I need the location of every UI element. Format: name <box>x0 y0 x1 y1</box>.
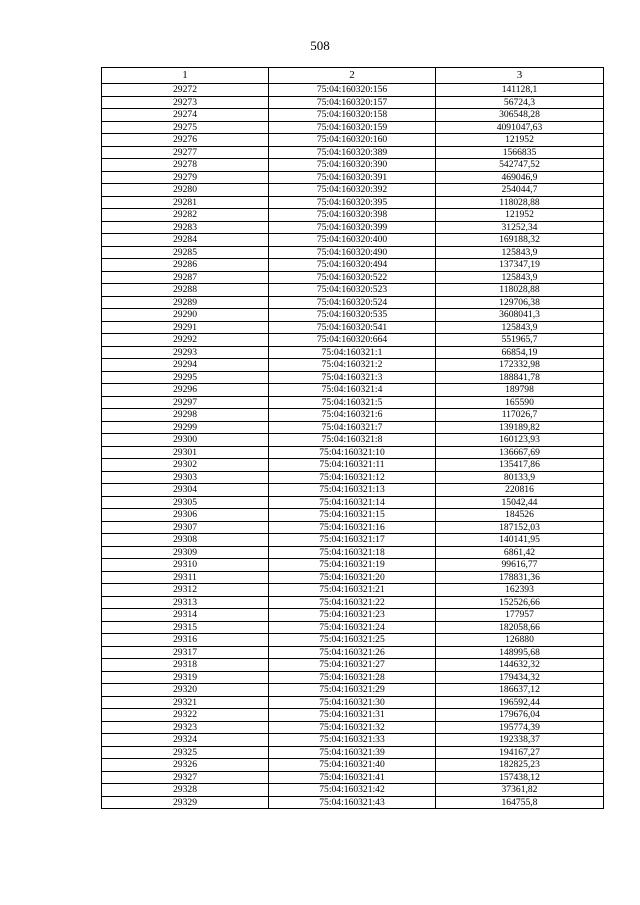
cadastral-id-cell: 75:04:160320:524 <box>269 296 436 309</box>
cadastral-id-cell: 75:04:160320:490 <box>269 246 436 259</box>
table-row <box>102 109 604 122</box>
row-number-cell: 29279 <box>102 171 269 184</box>
row-number-cell: 29320 <box>102 684 269 697</box>
table-row <box>102 159 604 172</box>
value-cell: 144632,32 <box>436 659 604 672</box>
table-row <box>102 784 604 797</box>
cadastral-id-cell: 75:04:160321:16 <box>269 521 436 534</box>
value-cell: 192338,37 <box>436 734 604 747</box>
cadastral-id-cell: 75:04:160321:25 <box>269 634 436 647</box>
table-row <box>102 571 604 584</box>
value-cell: 178831,36 <box>436 571 604 584</box>
value-cell: 121952 <box>436 134 604 147</box>
row-number-cell: 29276 <box>102 134 269 147</box>
value-cell: 162393 <box>436 584 604 597</box>
row-number-cell: 29305 <box>102 496 269 509</box>
cadastral-table <box>101 67 604 809</box>
row-number-cell: 29324 <box>102 734 269 747</box>
row-number-cell: 29321 <box>102 696 269 709</box>
row-number-cell: 29299 <box>102 421 269 434</box>
table-row <box>102 634 604 647</box>
value-cell: 220816 <box>436 484 604 497</box>
table-row <box>102 546 604 559</box>
cadastral-id-cell: 75:04:160320:395 <box>269 196 436 209</box>
value-cell: 186637,12 <box>436 684 604 697</box>
cadastral-id-cell: 75:04:160321:22 <box>269 596 436 609</box>
row-number-cell: 29317 <box>102 646 269 659</box>
value-cell: 80133,9 <box>436 471 604 484</box>
table-row <box>102 471 604 484</box>
table-row <box>102 759 604 772</box>
value-cell: 196592,44 <box>436 696 604 709</box>
cadastral-id-cell: 75:04:160321:42 <box>269 784 436 797</box>
cadastral-id-cell: 75:04:160321:39 <box>269 746 436 759</box>
table-row <box>102 309 604 322</box>
table-row <box>102 696 604 709</box>
cadastral-id-cell: 75:04:160321:43 <box>269 796 436 809</box>
value-cell: 126880 <box>436 634 604 647</box>
table-row <box>102 534 604 547</box>
value-cell: 31252,34 <box>436 221 604 234</box>
value-cell: 15042,44 <box>436 496 604 509</box>
table-row <box>102 296 604 309</box>
table-row <box>102 346 604 359</box>
row-number-cell: 29277 <box>102 146 269 159</box>
row-number-cell: 29301 <box>102 446 269 459</box>
cadastral-id-cell: 75:04:160321:14 <box>269 496 436 509</box>
value-cell: 187152,03 <box>436 521 604 534</box>
table-row <box>102 646 604 659</box>
table-row <box>102 259 604 272</box>
row-number-cell: 29291 <box>102 321 269 334</box>
cadastral-id-cell: 75:04:160320:390 <box>269 159 436 172</box>
table-row <box>102 584 604 597</box>
cadastral-id-cell: 75:04:160320:389 <box>269 146 436 159</box>
cadastral-id-cell: 75:04:160321:10 <box>269 446 436 459</box>
row-number-cell: 29294 <box>102 359 269 372</box>
cadastral-id-cell: 75:04:160321:32 <box>269 721 436 734</box>
value-cell: 152526,66 <box>436 596 604 609</box>
row-number-cell: 29314 <box>102 609 269 622</box>
value-cell: 136667,69 <box>436 446 604 459</box>
value-cell: 139189,82 <box>436 421 604 434</box>
table-row <box>102 771 604 784</box>
cadastral-id-cell: 75:04:160320:400 <box>269 234 436 247</box>
table-row <box>102 359 604 372</box>
value-cell: 182825,23 <box>436 759 604 772</box>
row-number-cell: 29274 <box>102 109 269 122</box>
value-cell: 157438,12 <box>436 771 604 784</box>
row-number-cell: 29300 <box>102 434 269 447</box>
row-number-cell: 29286 <box>102 259 269 272</box>
cadastral-id-cell: 75:04:160321:2 <box>269 359 436 372</box>
row-number-cell: 29313 <box>102 596 269 609</box>
table-row <box>102 196 604 209</box>
table-row <box>102 509 604 522</box>
row-number-cell: 29303 <box>102 471 269 484</box>
table-row <box>102 234 604 247</box>
table-row <box>102 321 604 334</box>
cadastral-id-cell: 75:04:160320:156 <box>269 84 436 97</box>
table-header-row <box>102 68 604 84</box>
table-row <box>102 446 604 459</box>
table-row <box>102 796 604 809</box>
value-cell: 121952 <box>436 209 604 222</box>
table-row <box>102 209 604 222</box>
value-cell: 306548,28 <box>436 109 604 122</box>
table-row <box>102 496 604 509</box>
row-number-cell: 29296 <box>102 384 269 397</box>
table-row <box>102 221 604 234</box>
value-cell: 182058,66 <box>436 621 604 634</box>
value-cell: 179676,04 <box>436 709 604 722</box>
row-number-cell: 29278 <box>102 159 269 172</box>
row-number-cell: 29316 <box>102 634 269 647</box>
cadastral-id-cell: 75:04:160321:41 <box>269 771 436 784</box>
table-row <box>102 684 604 697</box>
table-row <box>102 659 604 672</box>
table-row <box>102 271 604 284</box>
table-row <box>102 284 604 297</box>
row-number-cell: 29325 <box>102 746 269 759</box>
cadastral-id-cell: 75:04:160320:159 <box>269 121 436 134</box>
table-row <box>102 84 604 97</box>
row-number-cell: 29285 <box>102 246 269 259</box>
row-number-cell: 29304 <box>102 484 269 497</box>
table-row <box>102 384 604 397</box>
column-header-number: 1 <box>102 68 269 84</box>
table-row <box>102 171 604 184</box>
cadastral-id-cell: 75:04:160321:12 <box>269 471 436 484</box>
value-cell: 118028,88 <box>436 284 604 297</box>
value-cell: 172332,98 <box>436 359 604 372</box>
cadastral-id-cell: 75:04:160321:6 <box>269 409 436 422</box>
table-row <box>102 559 604 572</box>
value-cell: 3608041,3 <box>436 309 604 322</box>
value-cell: 140141,95 <box>436 534 604 547</box>
table-row <box>102 484 604 497</box>
cadastral-id-cell: 75:04:160320:664 <box>269 334 436 347</box>
table-row <box>102 746 604 759</box>
table-row <box>102 134 604 147</box>
value-cell: 125843,9 <box>436 271 604 284</box>
table-row <box>102 434 604 447</box>
table-row <box>102 734 604 747</box>
cadastral-id-cell: 75:04:160320:399 <box>269 221 436 234</box>
row-number-cell: 29323 <box>102 721 269 734</box>
value-cell: 184526 <box>436 509 604 522</box>
cadastral-id-cell: 75:04:160321:17 <box>269 534 436 547</box>
row-number-cell: 29307 <box>102 521 269 534</box>
cadastral-id-cell: 75:04:160320:392 <box>269 184 436 197</box>
row-number-cell: 29290 <box>102 309 269 322</box>
value-cell: 56724,3 <box>436 96 604 109</box>
table-row <box>102 459 604 472</box>
row-number-cell: 29322 <box>102 709 269 722</box>
cadastral-id-cell: 75:04:160321:15 <box>269 509 436 522</box>
value-cell: 125843,9 <box>436 246 604 259</box>
value-cell: 129706,38 <box>436 296 604 309</box>
cadastral-id-cell: 75:04:160321:8 <box>269 434 436 447</box>
table-row <box>102 371 604 384</box>
row-number-cell: 29297 <box>102 396 269 409</box>
cadastral-id-cell: 75:04:160321:13 <box>269 484 436 497</box>
row-number-cell: 29306 <box>102 509 269 522</box>
row-number-cell: 29272 <box>102 84 269 97</box>
table-row <box>102 421 604 434</box>
table-row <box>102 96 604 109</box>
value-cell: 4091047,63 <box>436 121 604 134</box>
row-number-cell: 29289 <box>102 296 269 309</box>
value-cell: 118028,88 <box>436 196 604 209</box>
cadastral-id-cell: 75:04:160321:23 <box>269 609 436 622</box>
row-number-cell: 29292 <box>102 334 269 347</box>
row-number-cell: 29329 <box>102 796 269 809</box>
cadastral-id-cell: 75:04:160321:1 <box>269 346 436 359</box>
value-cell: 160123,93 <box>436 434 604 447</box>
row-number-cell: 29298 <box>102 409 269 422</box>
value-cell: 177957 <box>436 609 604 622</box>
row-number-cell: 29275 <box>102 121 269 134</box>
value-cell: 99616,77 <box>436 559 604 572</box>
value-cell: 141128,1 <box>436 84 604 97</box>
cadastral-id-cell: 75:04:160321:26 <box>269 646 436 659</box>
row-number-cell: 29302 <box>102 459 269 472</box>
table-row <box>102 121 604 134</box>
value-cell: 137347,19 <box>436 259 604 272</box>
table-row <box>102 621 604 634</box>
cadastral-id-cell: 75:04:160320:523 <box>269 284 436 297</box>
table-row <box>102 184 604 197</box>
cadastral-id-cell: 75:04:160321:5 <box>269 396 436 409</box>
table-row <box>102 396 604 409</box>
cadastral-id-cell: 75:04:160321:4 <box>269 384 436 397</box>
value-cell: 551965,7 <box>436 334 604 347</box>
row-number-cell: 29315 <box>102 621 269 634</box>
value-cell: 169188,32 <box>436 234 604 247</box>
value-cell: 66854,19 <box>436 346 604 359</box>
row-number-cell: 29308 <box>102 534 269 547</box>
cadastral-id-cell: 75:04:160321:11 <box>269 459 436 472</box>
row-number-cell: 29282 <box>102 209 269 222</box>
cadastral-id-cell: 75:04:160320:494 <box>269 259 436 272</box>
cadastral-id-cell: 75:04:160321:29 <box>269 684 436 697</box>
cadastral-id-cell: 75:04:160321:3 <box>269 371 436 384</box>
value-cell: 194167,27 <box>436 746 604 759</box>
table-row <box>102 246 604 259</box>
row-number-cell: 29273 <box>102 96 269 109</box>
value-cell: 254044,7 <box>436 184 604 197</box>
page-number: 508 <box>310 38 330 53</box>
cadastral-id-cell: 75:04:160320:398 <box>269 209 436 222</box>
cadastral-id-cell: 75:04:160321:28 <box>269 671 436 684</box>
table-row <box>102 146 604 159</box>
row-number-cell: 29319 <box>102 671 269 684</box>
row-number-cell: 29283 <box>102 221 269 234</box>
row-number-cell: 29327 <box>102 771 269 784</box>
value-cell: 1566835 <box>436 146 604 159</box>
value-cell: 179434,32 <box>436 671 604 684</box>
table-body <box>102 84 604 809</box>
row-number-cell: 29280 <box>102 184 269 197</box>
value-cell: 164755,8 <box>436 796 604 809</box>
row-number-cell: 29328 <box>102 784 269 797</box>
value-cell: 188841,78 <box>436 371 604 384</box>
cadastral-id-cell: 75:04:160320:157 <box>269 96 436 109</box>
row-number-cell: 29311 <box>102 571 269 584</box>
cadastral-id-cell: 75:04:160320:541 <box>269 321 436 334</box>
cadastral-id-cell: 75:04:160321:19 <box>269 559 436 572</box>
value-cell: 6861,42 <box>436 546 604 559</box>
value-cell: 37361,82 <box>436 784 604 797</box>
table-row <box>102 671 604 684</box>
value-cell: 195774,39 <box>436 721 604 734</box>
table-row <box>102 596 604 609</box>
row-number-cell: 29295 <box>102 371 269 384</box>
value-cell: 148995,68 <box>436 646 604 659</box>
row-number-cell: 29284 <box>102 234 269 247</box>
value-cell: 469046,9 <box>436 171 604 184</box>
cadastral-id-cell: 75:04:160321:21 <box>269 584 436 597</box>
table-row <box>102 409 604 422</box>
cadastral-id-cell: 75:04:160321:24 <box>269 621 436 634</box>
row-number-cell: 29326 <box>102 759 269 772</box>
cadastral-id-cell: 75:04:160320:160 <box>269 134 436 147</box>
value-cell: 135417,86 <box>436 459 604 472</box>
cadastral-id-cell: 75:04:160321:20 <box>269 571 436 584</box>
cadastral-id-cell: 75:04:160321:33 <box>269 734 436 747</box>
column-header-cadastral-id: 2 <box>269 68 436 84</box>
cadastral-id-cell: 75:04:160321:27 <box>269 659 436 672</box>
value-cell: 125843,9 <box>436 321 604 334</box>
row-number-cell: 29293 <box>102 346 269 359</box>
row-number-cell: 29288 <box>102 284 269 297</box>
cadastral-id-cell: 75:04:160320:535 <box>269 309 436 322</box>
column-header-value: 3 <box>436 68 604 84</box>
row-number-cell: 29281 <box>102 196 269 209</box>
cadastral-id-cell: 75:04:160321:40 <box>269 759 436 772</box>
cadastral-id-cell: 75:04:160320:158 <box>269 109 436 122</box>
value-cell: 165590 <box>436 396 604 409</box>
cadastral-id-cell: 75:04:160321:30 <box>269 696 436 709</box>
table-row <box>102 609 604 622</box>
cadastral-id-cell: 75:04:160321:18 <box>269 546 436 559</box>
row-number-cell: 29310 <box>102 559 269 572</box>
row-number-cell: 29312 <box>102 584 269 597</box>
cadastral-id-cell: 75:04:160321:7 <box>269 421 436 434</box>
row-number-cell: 29318 <box>102 659 269 672</box>
value-cell: 542747,52 <box>436 159 604 172</box>
table-row <box>102 721 604 734</box>
value-cell: 189798 <box>436 384 604 397</box>
table-row <box>102 709 604 722</box>
cadastral-id-cell: 75:04:160320:391 <box>269 171 436 184</box>
cadastral-id-cell: 75:04:160320:522 <box>269 271 436 284</box>
row-number-cell: 29309 <box>102 546 269 559</box>
table-row <box>102 521 604 534</box>
table-row <box>102 334 604 347</box>
cadastral-id-cell: 75:04:160321:31 <box>269 709 436 722</box>
value-cell: 117026,7 <box>436 409 604 422</box>
row-number-cell: 29287 <box>102 271 269 284</box>
